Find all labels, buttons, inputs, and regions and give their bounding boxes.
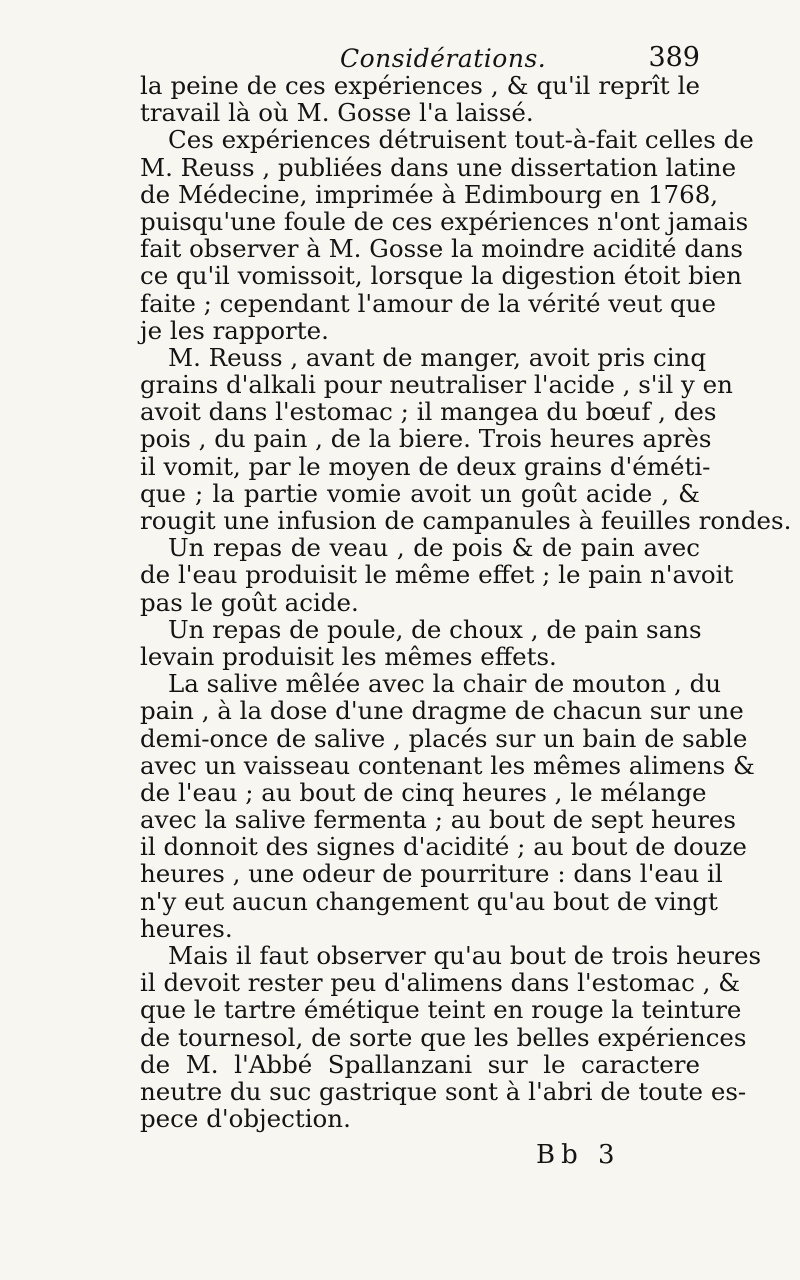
text-line: la peine de ces expériences , & qu'il reprît le bbox=[140, 71, 700, 100]
text-line: je les rapporte. bbox=[140, 315, 329, 345]
text-line: fait observer à M. Gosse la moindre acidité dans bbox=[140, 234, 743, 264]
text-line: pas le goût acide. bbox=[140, 587, 359, 617]
paragraph bbox=[140, 342, 792, 535]
signature-mark: Bb 3 bbox=[536, 1140, 621, 1170]
text-line: puisqu'une foule de ces expériences n'ont jamais bbox=[140, 206, 749, 236]
text-line: Un repas de poule, de choux , de pain sans bbox=[168, 614, 702, 644]
paragraph bbox=[140, 941, 762, 1134]
text-line: il donnoit des signes d'acidité ; au bout de douze bbox=[140, 832, 747, 862]
text-line: n'y eut aucun changement qu'au bout de vingt bbox=[140, 886, 718, 916]
text-line: Mais il faut observer qu'au bout de trois heures bbox=[168, 941, 762, 970]
text-line: il vomit, par le moyen de deux grains d'éméti- bbox=[140, 451, 711, 481]
text-line: de M. l'Abbé Spallanzani sur le caractere bbox=[140, 1049, 700, 1079]
text-line: pece d'objection. bbox=[140, 1104, 351, 1134]
text-line: travail là où M. Gosse l'a laissé. bbox=[140, 98, 534, 128]
paragraph bbox=[140, 533, 734, 617]
text-line: de l'eau ; au bout de cinq heures , le mélange bbox=[140, 777, 707, 807]
body-text bbox=[140, 71, 792, 1134]
paragraph bbox=[140, 669, 755, 943]
running-title: Considérations. bbox=[340, 44, 547, 73]
text-line: M. Reuss , avant de manger, avoit pris cinq bbox=[168, 342, 707, 372]
text-line: Un repas de veau , de pois & de pain avec bbox=[168, 533, 700, 563]
text-line: levain produisit les mêmes effets. bbox=[140, 641, 557, 671]
text-line: avoit dans l'estomac ; il mangea du bœuf , des bbox=[140, 397, 717, 427]
paragraph bbox=[140, 616, 700, 670]
text-line: ce qu'il vomissoit, lorsque la digestion étoit bien bbox=[140, 261, 742, 291]
text-line: Ces expériences détruisent tout-à-fait celles de bbox=[168, 125, 754, 155]
text-line: La salive mêlée avec la chair de mouton , du bbox=[168, 669, 722, 699]
text-line: heures , une odeur de pourriture : dans l'eau il bbox=[140, 859, 723, 889]
text-line: demi-once de salive , placés sur un bain de sable bbox=[140, 723, 748, 753]
text-line: de tournesol, de sorte que les belles expériences bbox=[140, 1022, 747, 1052]
text-line: neutre du suc gastrique sont à l'abri de toute es- bbox=[140, 1076, 747, 1106]
text-line: avec la salive fermenta ; au bout de sept heures bbox=[140, 805, 736, 835]
text-line: faite ; cependant l'amour de la vérité veut que bbox=[140, 288, 716, 318]
paragraph bbox=[140, 125, 754, 345]
text-line: que ; la partie vomie avoit un goût acide , & bbox=[140, 478, 700, 508]
text-line: M. Reuss , publiées dans une dissertation latine bbox=[140, 152, 737, 182]
paragraph bbox=[140, 72, 700, 126]
text-line: avec un vaisseau contenant les mêmes alimens & bbox=[140, 750, 755, 780]
page-number: 389 bbox=[648, 42, 700, 73]
text-line: de l'eau produisit le même effet ; le pain n'avoit bbox=[140, 560, 734, 590]
text-line: pain , à la dose d'une dragme de chacun sur une bbox=[140, 696, 744, 726]
text-line: il devoit rester peu d'alimens dans l'estomac , & bbox=[140, 968, 741, 998]
text-line: de Médecine, imprimée à Edimbourg en 1768, bbox=[140, 179, 719, 209]
text-line: heures. bbox=[140, 913, 233, 943]
text-line: que le tartre émétique teint en rouge la teinture bbox=[140, 995, 742, 1025]
text-line: grains d'alkali pour neutraliser l'acide , s'il y en bbox=[140, 370, 733, 400]
text-line: pois , du pain , de la biere. Trois heures après bbox=[140, 424, 712, 454]
text-line: rougit une infusion de campanules à feuilles rondes. bbox=[140, 506, 792, 535]
